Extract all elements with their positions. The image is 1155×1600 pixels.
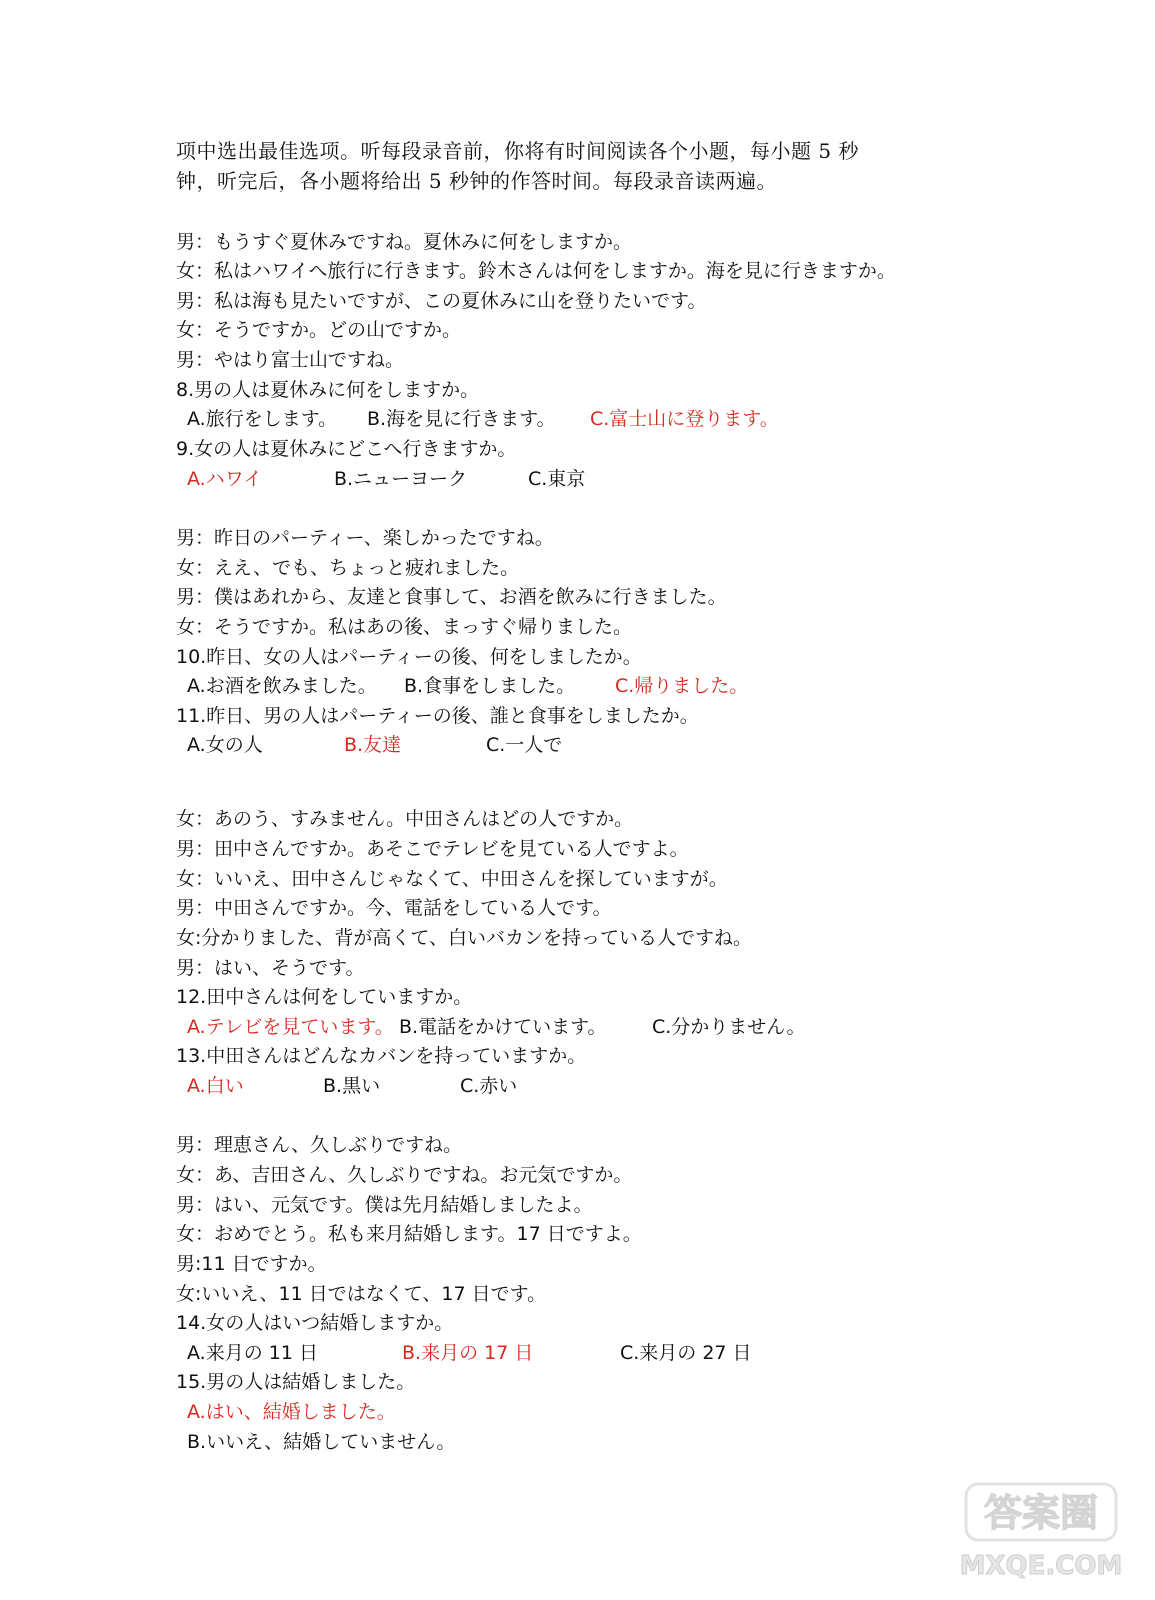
- dialog-line: 女：ええ、でも、ちょっと疲れました。: [176, 557, 520, 579]
- q12-option-c: C.分かりません。: [652, 1016, 806, 1038]
- q9-option-b: B.ニューヨーク: [334, 468, 468, 490]
- dialog-line: 男：田中さんですか。あそこでテレビを見ている人ですよ。: [176, 838, 689, 860]
- q13-option-c: C.赤い: [460, 1075, 518, 1097]
- dialog-line: 女：あのう、すみません。中田さんはどの人ですか。: [176, 808, 634, 830]
- q15-option-a: A.はい、結婚しました。: [187, 1401, 396, 1423]
- q14-option-a: A.来月の 11 日: [187, 1342, 318, 1364]
- instructions-paragraph: [176, 136, 976, 196]
- q9-option-a: A.ハワイ: [187, 468, 263, 490]
- q9-option-c: C.東京: [528, 468, 586, 490]
- dialog-line: 女：私はハワイへ旅行に行きます。鈴木さんは何をしますか。海を見に行きますか。: [176, 260, 896, 282]
- question-10: 10.昨日、女の人はパーティーの後、何をしましたか。: [176, 646, 642, 668]
- watermark-logo: [960, 1478, 1130, 1588]
- question-13: 13.中田さんはどんなカバンを持っていますか。: [176, 1045, 587, 1067]
- q15-option-b: B.いいえ、結婚していません。: [187, 1431, 456, 1453]
- q13-option-a: A.白い: [187, 1075, 244, 1097]
- dialog-line: 女：あ、吉田さん、久しぶりですね。お元気ですか。: [176, 1164, 633, 1186]
- watermark-logo-graphic: [960, 1478, 1130, 1588]
- q14-option-b: B.来月の 17 日: [402, 1342, 534, 1364]
- question-14: 14.女の人はいつ結婚しますか。: [176, 1312, 454, 1334]
- dialog-line: 男：理恵さん、久しぶりですね。: [176, 1134, 463, 1156]
- q14-option-c: C.来月の 27 日: [620, 1342, 752, 1364]
- question-15: 15.男の人は結婚しました。: [176, 1371, 416, 1393]
- question-9: 9.女の人は夏休みにどこへ行きますか。: [176, 438, 517, 460]
- dialog-line: 男：中田さんですか。今、電話をしている人です。: [176, 897, 612, 919]
- q12-option-a: A.テレビを見ています。: [187, 1016, 394, 1038]
- q10-option-c: C.帰りました。: [615, 675, 749, 697]
- dialog-line: 男：もうすぐ夏休みですね。夏休みに何をしますか。: [176, 231, 633, 253]
- dialog-line: 女：いいえ、田中さんじゃなくて、中田さんを探していますが。: [176, 868, 728, 890]
- dialog-line: 男：やはり富士山ですね。: [176, 349, 405, 371]
- q11-option-a: A.女の人: [187, 734, 263, 756]
- logo-text-bottom: MXQE.COM: [960, 1551, 1123, 1581]
- dialog-line: 男：私は海も見たいですが、この夏休みに山を登りたいです。: [176, 290, 707, 312]
- dialog-line: 男：はい、そうです。: [176, 957, 365, 979]
- q12-option-b: B.電話をかけています。: [399, 1016, 607, 1038]
- dialog-line: 男:11 日ですか。: [176, 1253, 327, 1275]
- question-8: 8.男の人は夏休みに何をしますか。: [176, 379, 480, 401]
- question-12: 12.田中さんは何をしていますか。: [176, 986, 473, 1008]
- dialog-line: 女：そうですか。私はあの後、まっすぐ帰りました。: [176, 616, 633, 638]
- q10-option-a: A.お酒を飲みました。: [187, 675, 377, 697]
- logo-text-top: 答案圈: [983, 1491, 1099, 1535]
- dialog-line: 女:分かりました、背が高くて、白いバカンを持っている人ですね。: [176, 927, 753, 949]
- q11-option-c: C.一人で: [486, 734, 563, 756]
- dialog-line: 男：僕はあれから、友達と食事して、お酒を飲みに行きました。: [176, 586, 727, 608]
- q8-option-c: C.富士山に登ります。: [590, 408, 779, 430]
- q10-option-b: B.食事をしました。: [404, 675, 576, 697]
- q8-option-b: B.海を見に行きます。: [367, 408, 556, 430]
- q11-option-b: B.友達: [344, 734, 402, 756]
- dialog-line: 女：おめでとう。私も来月結婚します。17 日ですよ。: [176, 1223, 642, 1245]
- dialog-line: 男：はい、元気です。僕は先月結婚しましたよ。: [176, 1194, 593, 1216]
- dialog-line: 男：昨日のパーティー、楽しかったですね。: [176, 527, 554, 549]
- q8-option-a: A.旅行をします。: [187, 408, 338, 430]
- dialog-line: 女：そうですか。どの山ですか。: [176, 319, 462, 341]
- question-11: 11.昨日、男の人はパーティーの後、誰と食事をしましたか。: [176, 705, 699, 727]
- instructions-line: 钟，听完后，各小题将给出 5 秒钟的作答时间。每段录音读两遍。: [176, 169, 777, 193]
- instructions-line: 项中选出最佳选项。听每段录音前，你将有时间阅读各个小题，每小题 5 秒: [176, 139, 859, 163]
- dialog-line: 女:いいえ、11 日ではなくて、17 日です。: [176, 1283, 547, 1305]
- q13-option-b: B.黒い: [323, 1075, 381, 1097]
